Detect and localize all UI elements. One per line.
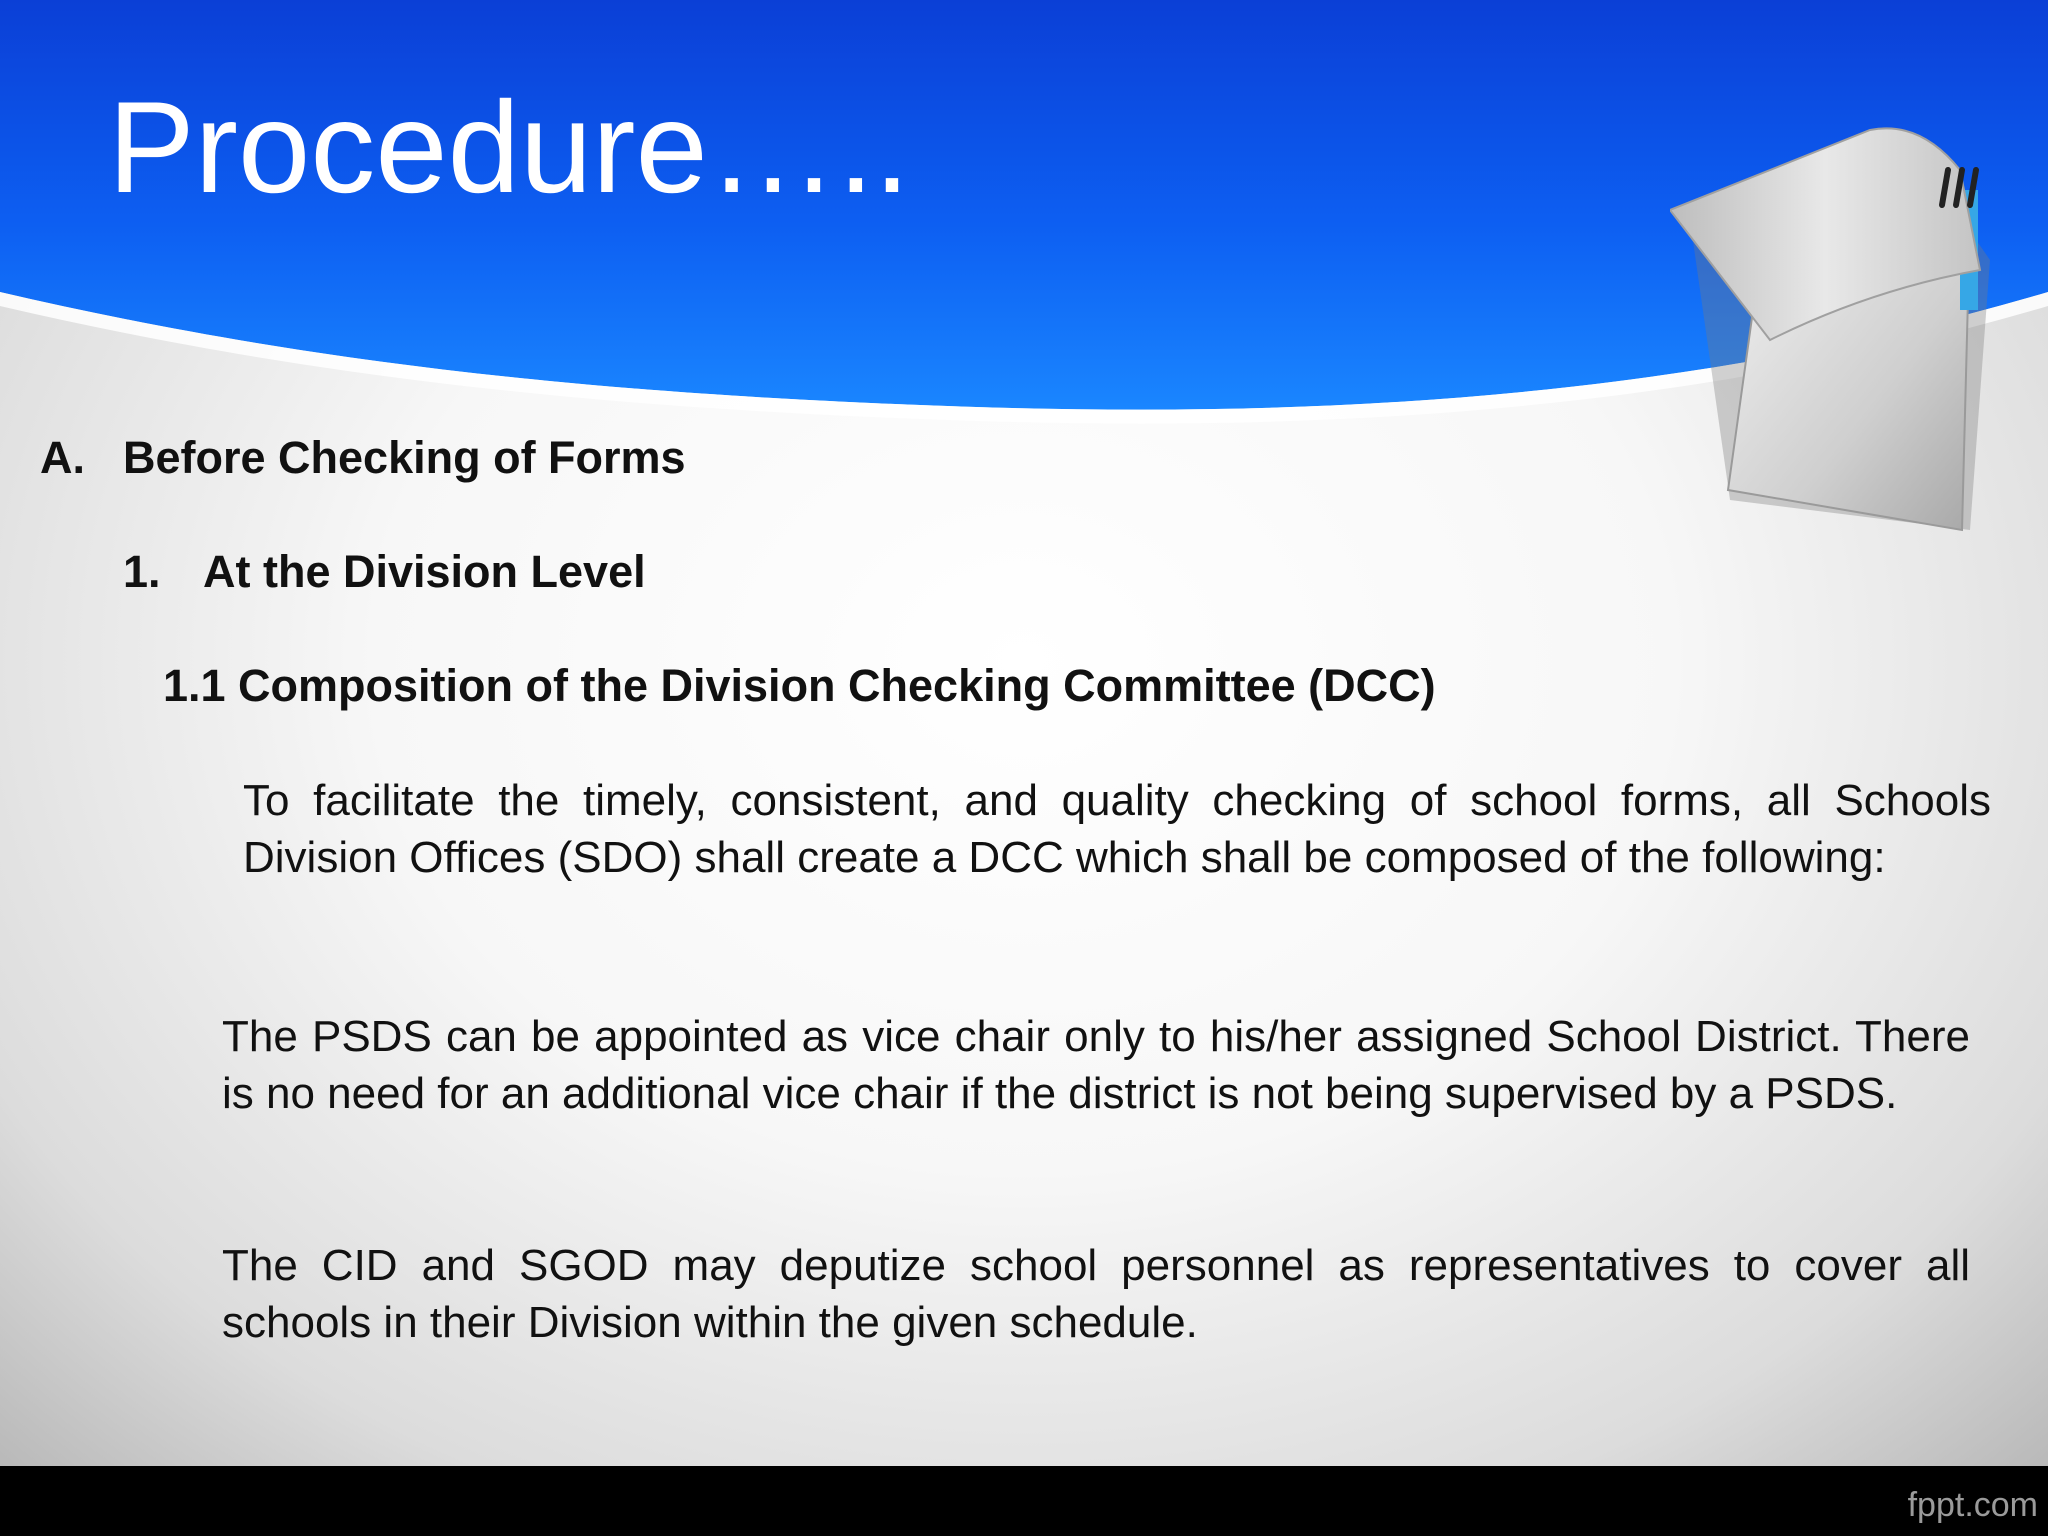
slide-title: Procedure….. [108,74,911,220]
subsection-1-1-heading: 1.1 Composition of the Division Checking Committee (DCC) [163,660,1436,711]
brand-watermark: fppt.com [1907,1486,2038,1524]
notepad-icon [1670,110,2030,550]
section-a-heading: Before Checking of Forms [123,432,686,483]
paragraph-dcc-purpose: To facilitate the timely, consistent, and quality checking of school forms, all Schools Division Offices (SDO) shall create a DCC which shall be composed of the following: [243,776,1991,882]
section-a-marker: A. [40,432,85,483]
subsection-1-marker: 1. [123,546,161,597]
subsection-1-heading: At the Division Level [203,546,646,597]
paragraph-cid-sgod: The CID and SGOD may deputize school personnel as representatives to cover all schools in their Division within the given schedule. [222,1241,1970,1347]
paragraph-psds-vice-chair: The PSDS can be appointed as vice chair only to his/her assigned School District. There is no need for an additional vice chair if the district is not being supervised by a PSDS. [222,1012,1970,1118]
footer-bar [0,1466,2048,1536]
